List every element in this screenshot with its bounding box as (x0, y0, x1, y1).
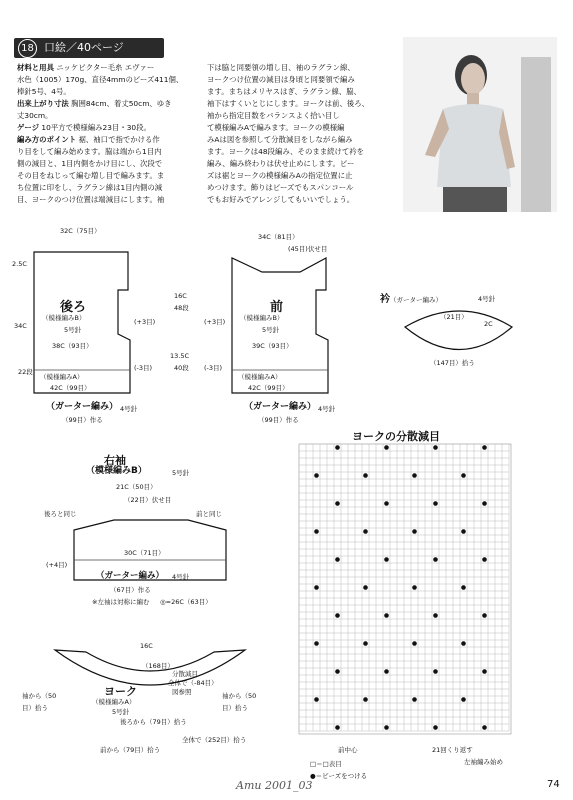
collar-pickup: （147目）拾う (430, 359, 475, 367)
page-number: 74 (547, 779, 560, 790)
bead-dot (461, 697, 466, 702)
front-pattern-a: （模様編みA） (238, 373, 282, 381)
bead-dot (461, 473, 466, 478)
back-needle2: 4号針 (120, 405, 138, 413)
back-width-bottom: 42C（99目） (50, 384, 91, 392)
yoke-front: 前から（79目）拾う (100, 746, 161, 754)
yoke-note2: 全体で（-84目） (168, 679, 218, 687)
chart-repeat: 21回くり返す (432, 746, 473, 754)
bead-dot (433, 501, 438, 506)
bead-dot (335, 725, 340, 730)
back-height: 34C (14, 322, 27, 330)
line: 水色（1005）170g、直径4mmのビーズ411個、 (17, 75, 184, 84)
sleeve-plus: (+4目) (46, 561, 68, 569)
yoke-back: 後ろから（79目）拾う (120, 718, 187, 726)
sleeve-pattern: （模様編みB） (86, 466, 147, 476)
bead-dot (384, 725, 389, 730)
line: その目をねじって編む増し目で編みます。ま (17, 171, 165, 180)
line: 編み方のポイント 裾、袖口で指でかける作 (17, 135, 160, 144)
bead-dot (363, 585, 368, 590)
bead-dot (363, 473, 368, 478)
sleeve-needle2: 4号針 (172, 573, 190, 581)
yoke-note3: 図参照 (172, 688, 192, 696)
back-top-height: 2.5C (12, 260, 27, 268)
bead-dot (461, 641, 466, 646)
yoke-pattern: （模様編みA） (92, 698, 136, 706)
yoke-needle: 5号針 (112, 708, 130, 716)
collar-count: （21目） (440, 313, 468, 321)
bead-dot (482, 613, 487, 618)
chart-legend-1: □＝□表目 (310, 760, 342, 768)
bead-dot (384, 501, 389, 506)
bead-dot (433, 445, 438, 450)
front-cast-off: (45目)伏せ目 (288, 245, 328, 253)
chart-title: ヨークの分散減目 (352, 430, 440, 443)
front-title: 前 (270, 300, 284, 315)
line: 棒針5号、4号。 (17, 87, 71, 96)
front-minus: (-3目) (204, 364, 223, 372)
bead-dot (335, 445, 340, 450)
front-plus: (+3目) (204, 318, 226, 326)
bead-dot (412, 473, 417, 478)
back-minus: (-3目) (134, 364, 153, 372)
front-pattern: （模様編みB） (240, 314, 284, 322)
bead-dot (384, 669, 389, 674)
front-pickup: （99目）作る (258, 416, 299, 424)
back-plus: (+3目) (134, 318, 156, 326)
yoke-title: ヨーク (104, 685, 137, 698)
back-pickup: （99目）作る (62, 416, 103, 424)
bead-dot (482, 725, 487, 730)
pattern-number: 18 (18, 39, 37, 58)
bead-dot (335, 557, 340, 562)
collar-needle: 4号針 (478, 295, 496, 303)
bead-dot (314, 585, 319, 590)
front-garter: （ガーター編み） (244, 402, 317, 412)
front-width-mid: 39C（93目） (252, 342, 293, 350)
bead-dot (433, 669, 438, 674)
bead-dot (412, 585, 417, 590)
bead-dot (412, 697, 417, 702)
sleeve-pickup: （67目）作る (110, 586, 151, 594)
front-side-135: 13.5C (170, 352, 190, 360)
yoke-sleeve-left: 袖から（50目）拾う (22, 692, 57, 712)
bead-dot (363, 529, 368, 534)
bead-dot (314, 697, 319, 702)
back-bottom-rows: 22段 (18, 368, 33, 376)
line: 丈30cm。 (17, 111, 53, 120)
yoke-count: （168目） (142, 662, 174, 670)
sleeve-note-right: 前と同じ (196, 510, 222, 518)
bead-dot (384, 613, 389, 618)
front-side-48: 48段 (174, 304, 189, 312)
bead-dot (384, 445, 389, 450)
bead-dot (433, 725, 438, 730)
back-width-top: 32C（75目） (60, 227, 101, 235)
bead-dot (461, 585, 466, 590)
collar-title: 衿（ガーター編み） (380, 294, 442, 305)
section-title: 口絵／40ページ (44, 41, 124, 54)
front-needle: 5号針 (262, 326, 280, 334)
yoke-total: 全体で（252目）拾う (182, 736, 247, 744)
yoke-note: 分散減目 (172, 670, 198, 678)
sleeve-width-top: 21C（50目） (116, 483, 157, 491)
chart-start: 左袖編み始め (464, 758, 503, 766)
line: 目、ヨークのつけ位置は端減目にします。袖 (17, 195, 165, 204)
back-garter: （ガーター編み） (46, 402, 119, 412)
bead-dot (461, 529, 466, 534)
collar-rows: 2C (484, 320, 493, 328)
sleeve-garter: （ガーター編み） (96, 571, 165, 581)
sleeve-title: 右袖 (104, 454, 126, 467)
bead-dot (314, 473, 319, 478)
sleeve-needle: 5号針 (172, 469, 190, 477)
back-width-mid: 38C（93目） (52, 342, 93, 350)
bead-dot (314, 529, 319, 534)
front-width-bottom: 42C（99目） (248, 384, 289, 392)
bead-dot (433, 557, 438, 562)
line: り目をして編み始めます。脇は端から1目内 (17, 147, 162, 156)
sleeve-width-mid: 30C（71目） (124, 549, 165, 557)
magazine-footer: Amu 2001_03 (236, 779, 313, 792)
chart-legend-2: ●＝ビーズをつける (310, 772, 368, 780)
bead-dot (335, 669, 340, 674)
front-side-16c: 16C (174, 292, 187, 300)
bead-dot (384, 557, 389, 562)
line: 側の減目と、1目内側をかけ目にし、次段で (17, 159, 163, 168)
bead-dot (482, 445, 487, 450)
sleeve-star-note: ※左袖は対称に編む (92, 598, 150, 606)
bead-dot (335, 613, 340, 618)
back-pattern: （模様編みB） (42, 314, 86, 322)
bead-dot (363, 697, 368, 702)
bead-dot (482, 669, 487, 674)
bead-dot (482, 501, 487, 506)
line: 材料と用具 ニッケビクター毛糸 エヴァー (17, 63, 155, 72)
sleeve-note-left: 後ろと同じ (44, 510, 77, 518)
bead-dot (433, 613, 438, 618)
yoke-sleeve-right: 袖から（50目）拾う (222, 692, 257, 712)
chart-center: 前中心 (338, 746, 358, 754)
front-width-top: 34C（81目） (258, 233, 299, 241)
back-pattern-a: （模様編みA） (40, 373, 84, 381)
line: ゲージ 10平方で模様編み23目・30段。 (17, 123, 151, 132)
front-needle2: 4号針 (318, 405, 336, 413)
front-side-40: 40段 (174, 364, 189, 372)
back-needle: 5号針 (64, 326, 82, 334)
bead-dot (412, 529, 417, 534)
bead-dot (314, 641, 319, 646)
instructions-right: 下は脇と同要領の増し目、袖のラグラン線、 ヨークつけ位置の減目は身頃と同要領で編み ます。まちはメリヤスはぎ、ラグラン線、脇、 袖下はすくいとじにします。ヨークは前、後ろ、 袖から指定目数をバランスよく拾い目し て模様編みAで編みます。ヨークの模様編 みAは図を参照して分散減目をしながら編み ます。ヨークは48段編み、そのまま続けて衿を 編み、編み終わりは伏せ止めにします。ビー ズは裾とヨークの模様編みAの指定位置に止 めつけます。飾りはビーズでもスパンコール でもお好みでアレンジしてもいいでしょう。 (207, 63, 370, 204)
sleeve-circle-note: ◎=26C（63目） (160, 598, 212, 606)
sleeve-cast-off: （22目）伏せ目 (124, 496, 172, 504)
line: 出来上がり寸法 胸囲84cm、着丈50cm、ゆき (17, 99, 172, 108)
line: ち位置に印をし、ラグラン線は1目内側の減 (17, 183, 163, 192)
bead-dot (482, 557, 487, 562)
back-title: 後ろ (60, 300, 87, 315)
bead-dot (363, 641, 368, 646)
yoke-width: 16C (140, 642, 153, 650)
bead-dot (412, 641, 417, 646)
bead-dot (335, 501, 340, 506)
chart-grid (299, 444, 511, 734)
